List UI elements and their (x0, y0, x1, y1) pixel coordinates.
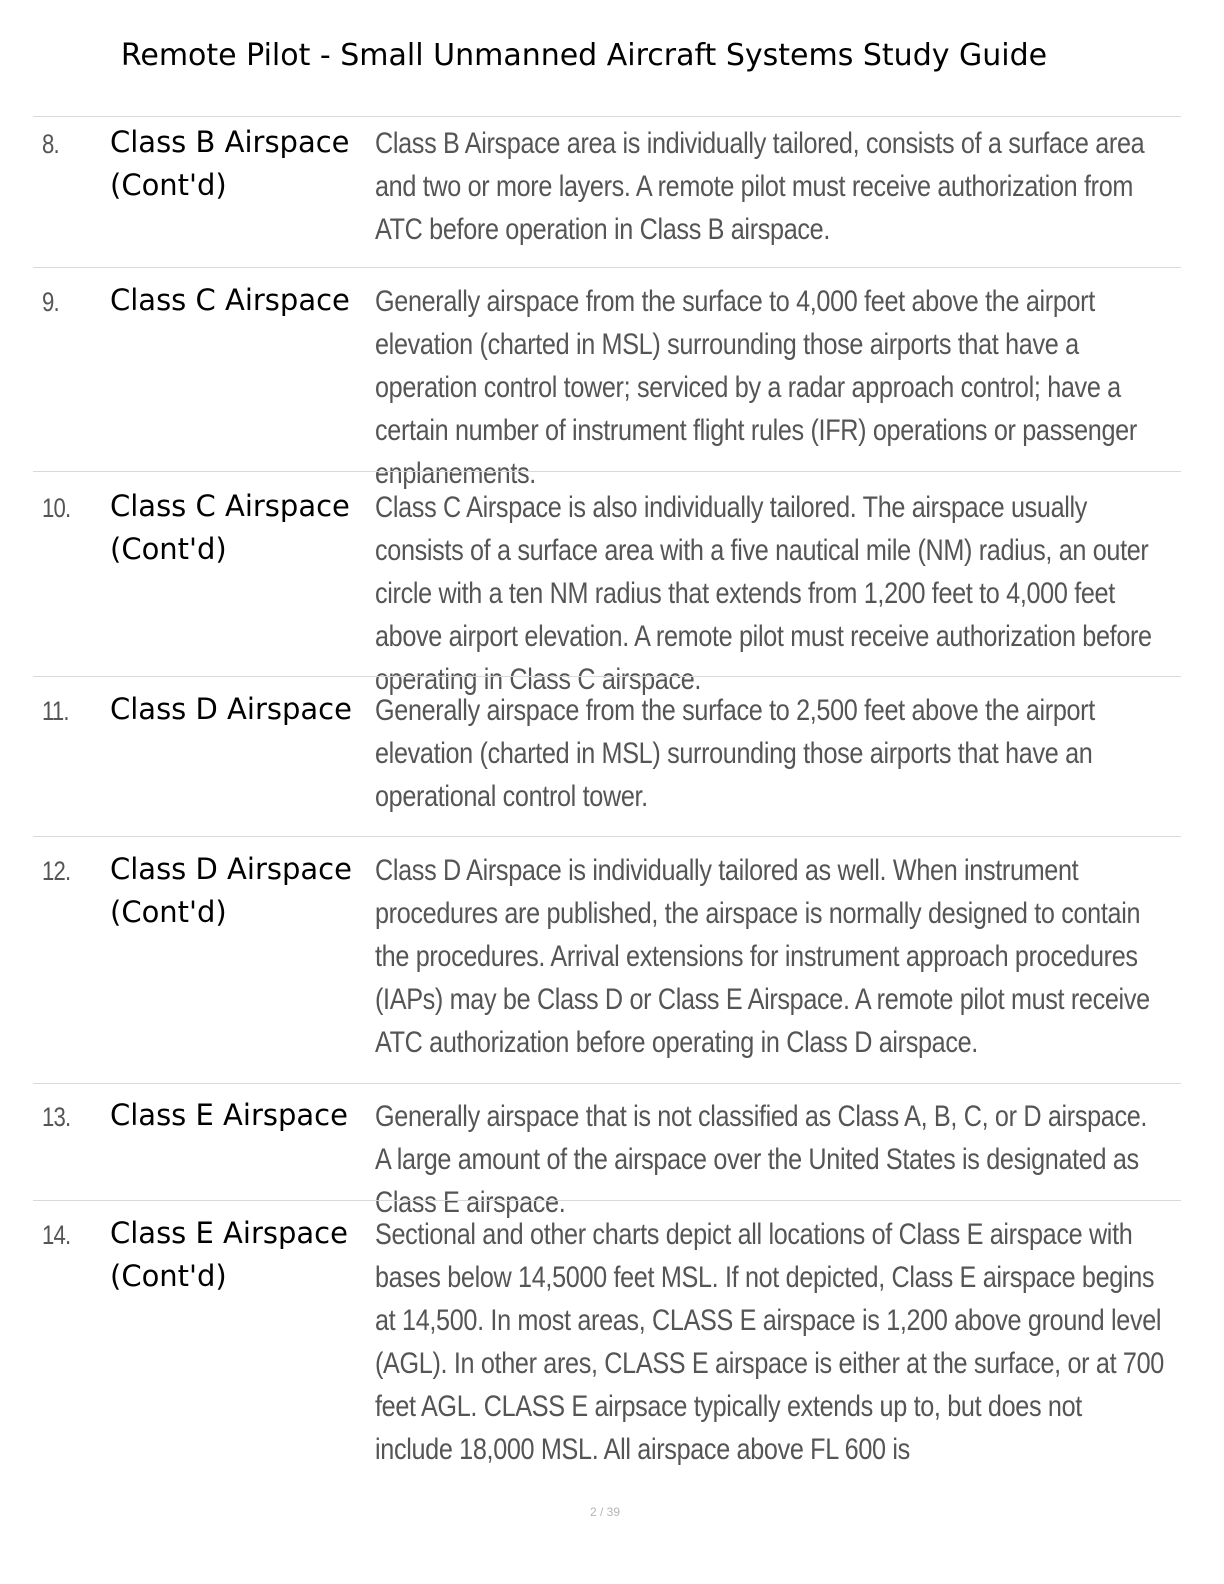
entry-term (110, 279, 380, 322)
entry-definition: Class C Airspace is also individually tailored. The airspace usually consists of a surface area with a five nautical mile (NM) radius, an outer circle with a ten NM radius that extends from 1,200 feet to 4,000 feet above airport elevation. A remote pilot must receive authorization before operating in Class C airspace. (375, 491, 1152, 696)
glossary-entry (33, 676, 1181, 836)
entry-term-line: Class C Airspace (110, 283, 350, 317)
glossary-entry (33, 267, 1181, 490)
entry-term (110, 485, 380, 571)
entry-term-line: Class D Airspace (110, 692, 352, 726)
page-indicator: 2 / 39 (589, 1505, 621, 1519)
entry-number: 11. (42, 696, 69, 726)
entry-definition: Sectional and other charts depict all locations of Class E airspace with bases below 14,5000 feet MSL. If not depicted, Class E airspace begins at 14,500. In most areas, CLASS E airspace is 1,200 above ground level (AGL). In other ares, CLASS E airspace is either at the surface, or at 700 feet AGL. CLASS E airpsace typically extends up to, but does not include 18,000 MSL. All airspace above FL 600 is (375, 1218, 1164, 1466)
glossary-entry (33, 1083, 1181, 1219)
entry-term-line: (Cont'd) (110, 532, 227, 566)
glossary-entry (33, 1200, 1181, 1466)
entry-term (110, 848, 380, 934)
entry-term-line: Class E Airspace (110, 1216, 348, 1250)
entry-number: 12. (42, 856, 71, 886)
entry-definition: Class D Airspace is individually tailored as well. When instrument procedures are published, the airspace is normally designed to contain the procedures. Arrival extensions for instrument approach procedures (IAPs) may be Class D or Class E Airspace. A remote pilot must receive ATC authorization before operating in Class D airspace. (375, 854, 1150, 1059)
entry-term-line: (Cont'd) (110, 168, 227, 202)
entry-number: 13. (42, 1102, 71, 1132)
entry-term (110, 1094, 380, 1137)
entry-term-line: Class C Airspace (110, 489, 350, 523)
page-title: Remote Pilot - Small Unmanned Aircraft Systems Study Guide (120, 38, 1048, 73)
entry-term-line: (Cont'd) (110, 895, 227, 929)
entry-term-line: (Cont'd) (110, 1259, 227, 1293)
entry-number: 14. (42, 1220, 71, 1250)
entry-term-line: Class B Airspace (110, 125, 350, 159)
entry-definition: Class B Airspace area is individually tailored, consists of a surface area and two or more layers. A remote pilot must receive authorization from ATC before operation in Class B airspace. (375, 127, 1145, 246)
entry-definition: Generally airspace from the surface to 2,500 feet above the airport elevation (charted in MSL) surrounding those airports that have an operational control tower. (375, 694, 1095, 813)
entry-definition: Generally airspace from the surface to 4,000 feet above the airport elevation (charted in MSL) surrounding those airports that have a operation control tower; serviced by a radar approach control; have a certain number of instrument flight rules (IFR) operations or passenger enplanements. (375, 285, 1137, 490)
glossary-entry (33, 471, 1181, 696)
entry-number: 9. (42, 287, 59, 317)
entry-term (110, 1212, 380, 1298)
entry-definition: Generally airspace that is not classified as Class A, B, C, or D airspace. A large amount of the airspace over the United States is designated as Class E airspace. (375, 1100, 1148, 1219)
entry-number: 8. (42, 129, 59, 159)
glossary-entry (33, 116, 1181, 267)
glossary-entry (33, 836, 1181, 1083)
entry-term (110, 688, 380, 731)
entry-number: 10. (42, 493, 71, 523)
entry-term (110, 121, 380, 207)
entry-term-line: Class D Airspace (110, 852, 352, 886)
entry-term-line: Class E Airspace (110, 1098, 348, 1132)
glossary-list (33, 116, 1181, 1466)
